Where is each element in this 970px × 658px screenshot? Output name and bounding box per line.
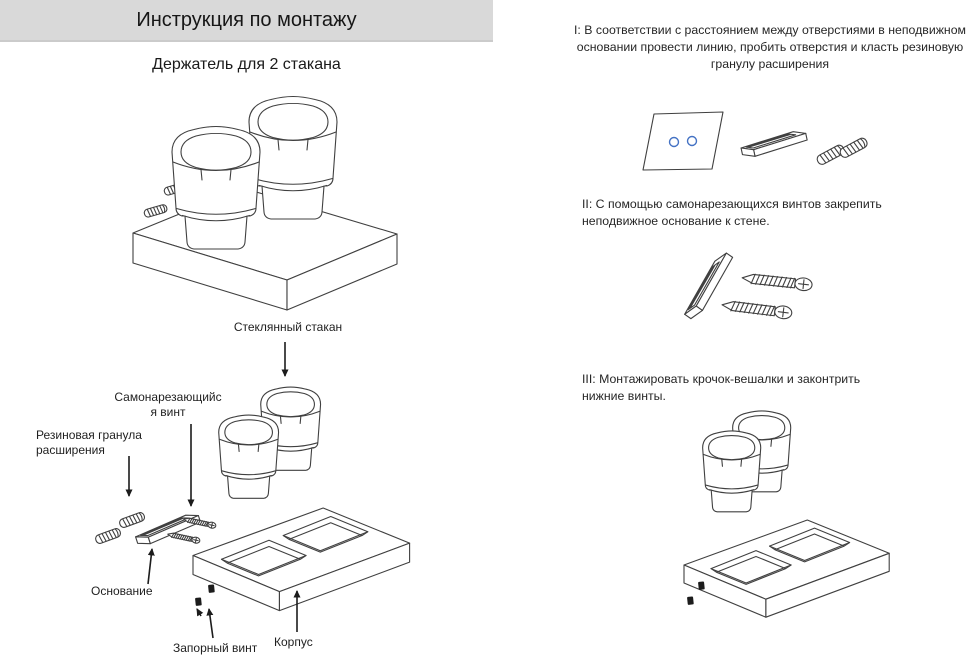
body-slab (684, 520, 889, 617)
step2-text: II: С помощью самонарезающихся винтов закрепить неподвижное основание к стене. (582, 197, 882, 228)
rubber-dowel-icon (816, 137, 869, 166)
label-rubber-plug: Резиновая гранула расширения (36, 428, 142, 457)
self-tapping-screw-icon (721, 272, 812, 320)
base-bracket (740, 129, 808, 159)
glass-cup-front (703, 431, 761, 512)
product-subtitle: Держатель для 2 стакана (152, 56, 341, 73)
exploded-view-illustration (28, 320, 428, 658)
step2-illustration (660, 245, 916, 345)
label-base: Основание (91, 584, 153, 598)
wall-plate (643, 112, 723, 170)
step3-text: III: Монтажировать крочок-вешалки и законтрить нижние винты. (582, 372, 861, 403)
page-title: Инструкция по монтажу (136, 8, 357, 31)
step1-text: I: В соответствии с расстоянием между отверстиями в неподвижном основании провести линию, пробить отверстия и класть резиновую гранулу расширения (573, 23, 967, 71)
body-slab (193, 508, 410, 611)
header-bar (0, 0, 493, 42)
label-self-tapping-screw: Самонарезающийс я винт (114, 390, 222, 419)
glass-cup-front (219, 415, 279, 498)
base-bracket (680, 250, 737, 321)
assembled-holder-illustration (123, 86, 415, 314)
label-body: Корпус (274, 635, 313, 649)
step1-illustration (640, 95, 916, 190)
label-lock-screw: Запорный винт (173, 641, 258, 655)
label-glass-cup: Стеклянный стакан (233, 320, 343, 334)
set-screw-icon (195, 584, 215, 606)
step3-illustration (640, 400, 946, 635)
